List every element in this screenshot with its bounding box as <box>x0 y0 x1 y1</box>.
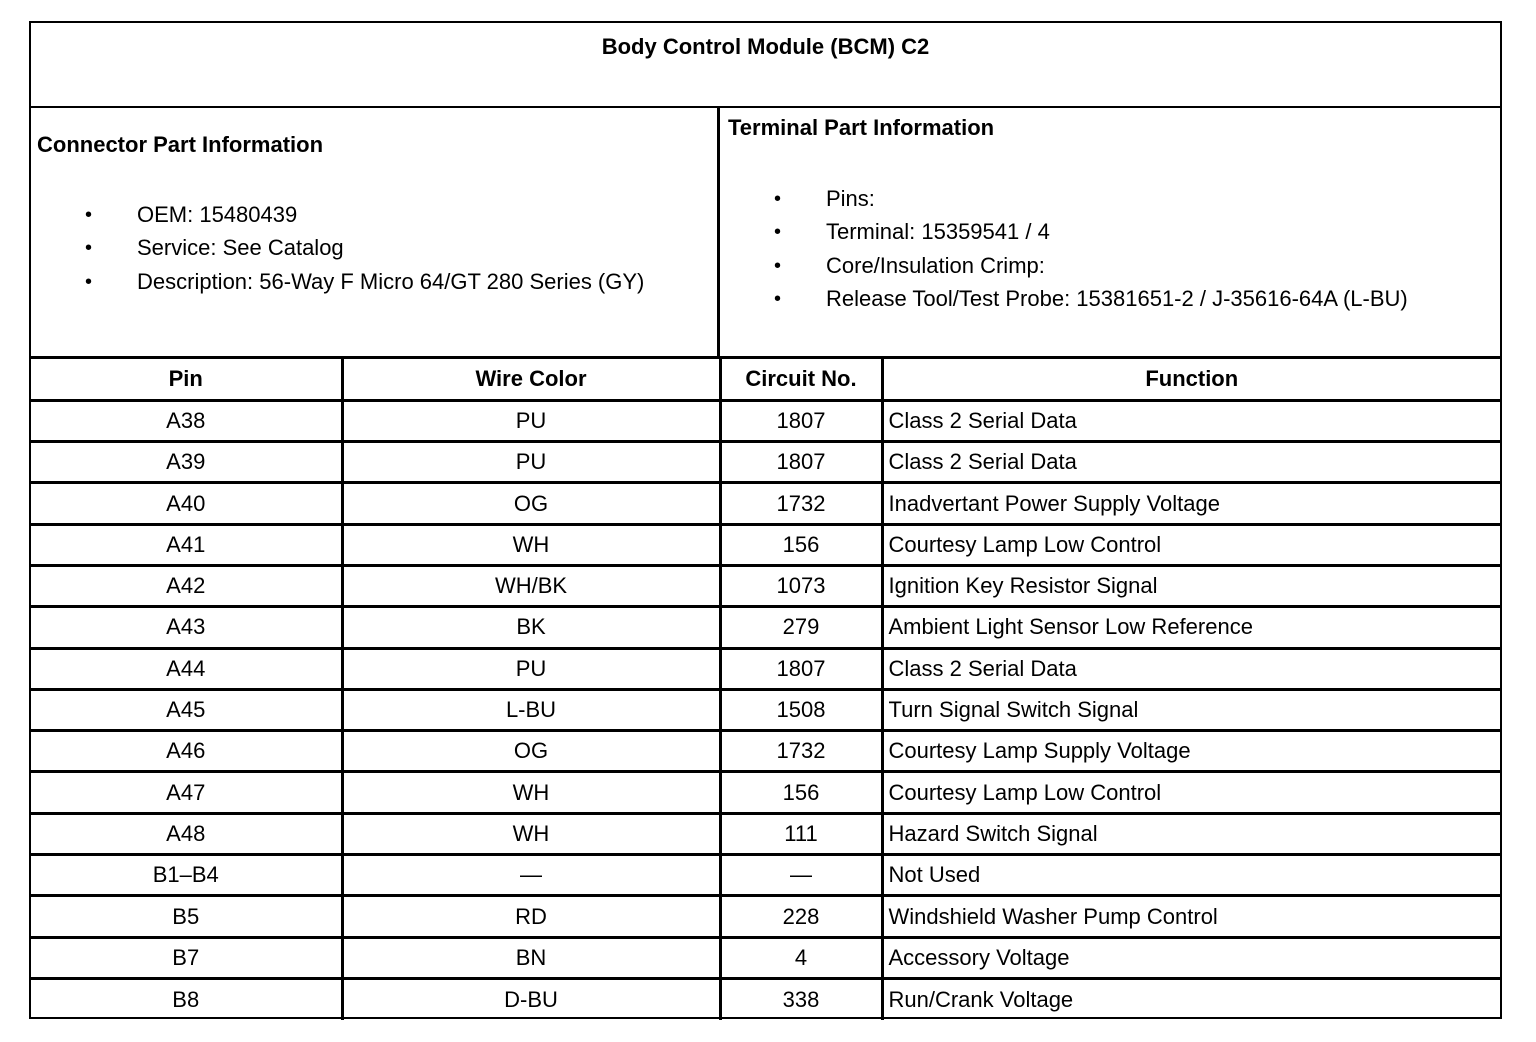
pin-cell: B1–B4 <box>31 855 342 896</box>
wire-color-cell: WH/BK <box>342 565 720 606</box>
wire-color-cell: PU <box>342 442 720 483</box>
bullet-icon: • <box>774 221 782 244</box>
circuit-cell: 1807 <box>720 648 882 689</box>
function-cell: Class 2 Serial Data <box>882 400 1500 441</box>
function-cell: Class 2 Serial Data <box>882 648 1500 689</box>
function-cell: Ambient Light Sensor Low Reference <box>882 607 1500 648</box>
table-row <box>31 442 1500 483</box>
table-row <box>31 524 1500 565</box>
terminal-info-heading: Terminal Part Information <box>728 115 995 140</box>
bullet-icon: • <box>85 270 93 293</box>
column-header-pin: Pin <box>31 359 342 400</box>
connector-info-text: Description: 56-Way F Micro 64/GT 280 Series (GY) <box>137 268 645 294</box>
list-item <box>774 220 1408 253</box>
pin-cell: A42 <box>31 565 342 606</box>
table-row <box>31 400 1500 441</box>
table-row <box>31 896 1500 937</box>
table-row <box>31 689 1500 730</box>
circuit-cell: 111 <box>720 813 882 854</box>
table-row <box>31 565 1500 606</box>
pin-cell: A38 <box>31 400 342 441</box>
part-info-row <box>31 108 1500 359</box>
table-row <box>31 648 1500 689</box>
pin-cell: A44 <box>31 648 342 689</box>
circuit-cell: 1807 <box>720 400 882 441</box>
list-item <box>85 270 644 303</box>
circuit-cell: 1807 <box>720 442 882 483</box>
wire-color-cell: PU <box>342 648 720 689</box>
function-cell: Run/Crank Voltage <box>882 978 1500 1019</box>
list-item <box>774 254 1408 287</box>
connector-info-heading: Connector Part Information <box>37 132 324 157</box>
wire-color-cell: RD <box>342 896 720 937</box>
function-cell: Accessory Voltage <box>882 937 1500 978</box>
table-row <box>31 813 1500 854</box>
list-item <box>774 287 1408 320</box>
terminal-info-text: Terminal: 15359541 / 4 <box>826 219 1050 245</box>
wire-color-cell: BN <box>342 937 720 978</box>
circuit-cell: 279 <box>720 607 882 648</box>
function-cell: Courtesy Lamp Supply Voltage <box>882 731 1500 772</box>
circuit-cell: 338 <box>720 978 882 1019</box>
connector-info-list <box>85 203 644 303</box>
wire-color-cell: — <box>342 855 720 896</box>
column-header-circuit: Circuit No. <box>720 359 882 400</box>
circuit-cell: 156 <box>720 524 882 565</box>
circuit-cell: 4 <box>720 937 882 978</box>
wire-color-cell: D-BU <box>342 978 720 1019</box>
wire-color-cell: BK <box>342 607 720 648</box>
table-row <box>31 855 1500 896</box>
pin-cell: A48 <box>31 813 342 854</box>
function-cell: Not Used <box>882 855 1500 896</box>
pin-cell: A39 <box>31 442 342 483</box>
function-cell: Courtesy Lamp Low Control <box>882 772 1500 813</box>
terminal-info-panel <box>720 108 1500 356</box>
page-title: Body Control Module (BCM) C2 <box>601 34 930 59</box>
table-row <box>31 937 1500 978</box>
function-cell: Windshield Washer Pump Control <box>882 896 1500 937</box>
circuit-cell: 1732 <box>720 731 882 772</box>
connector-info-text: OEM: 15480439 <box>137 202 298 227</box>
wire-color-cell: WH <box>342 524 720 565</box>
table-row <box>31 731 1500 772</box>
table-header-row <box>31 359 1500 400</box>
connector-info-panel <box>31 108 720 356</box>
wire-color-cell: OG <box>342 731 720 772</box>
pinout-table <box>31 359 1500 1020</box>
pin-cell: A43 <box>31 607 342 648</box>
bullet-icon: • <box>85 237 93 260</box>
pin-cell: A41 <box>31 524 342 565</box>
table-row <box>31 978 1500 1019</box>
circuit-cell: 1073 <box>720 565 882 606</box>
function-cell: Ignition Key Resistor Signal <box>882 565 1500 606</box>
bullet-icon: • <box>774 287 782 310</box>
table-row <box>31 607 1500 648</box>
list-item <box>85 236 644 269</box>
column-header-function: Function <box>882 359 1500 400</box>
list-item <box>85 203 644 236</box>
wire-color-cell: OG <box>342 483 720 524</box>
connector-info-text: Service: See Catalog <box>137 235 344 261</box>
terminal-info-text: Release Tool/Test Probe: 15381651-2 / J-35616-64A (L-BU) <box>826 285 1408 311</box>
bullet-icon: • <box>85 204 93 226</box>
wire-color-cell: WH <box>342 772 720 813</box>
terminal-info-text: Core/Insulation Crimp: <box>826 252 1045 278</box>
circuit-cell: 1508 <box>720 689 882 730</box>
pinout-table-body <box>31 400 1500 1019</box>
pin-cell: B8 <box>31 978 342 1019</box>
pin-cell: A46 <box>31 731 342 772</box>
bullet-icon: • <box>774 188 782 210</box>
wire-color-cell: PU <box>342 400 720 441</box>
function-cell: Hazard Switch Signal <box>882 813 1500 854</box>
table-row <box>31 772 1500 813</box>
function-cell: Courtesy Lamp Low Control <box>882 524 1500 565</box>
function-cell: Turn Signal Switch Signal <box>882 689 1500 730</box>
pin-cell: A45 <box>31 689 342 730</box>
terminal-info-list <box>774 187 1408 320</box>
terminal-info-text: Pins: <box>826 186 875 211</box>
pin-cell: A47 <box>31 772 342 813</box>
circuit-cell: 156 <box>720 772 882 813</box>
wire-color-cell: L-BU <box>342 689 720 730</box>
circuit-cell: — <box>720 855 882 896</box>
list-item <box>774 187 1408 220</box>
bullet-icon: • <box>774 254 782 277</box>
column-header-wire-color: Wire Color <box>342 359 720 400</box>
connector-table-frame <box>29 21 1502 1019</box>
function-cell: Class 2 Serial Data <box>882 442 1500 483</box>
wire-color-cell: WH <box>342 813 720 854</box>
table-row <box>31 483 1500 524</box>
pin-cell: B5 <box>31 896 342 937</box>
circuit-cell: 228 <box>720 896 882 937</box>
title-row <box>31 23 1500 108</box>
pin-cell: A40 <box>31 483 342 524</box>
pin-cell: B7 <box>31 937 342 978</box>
function-cell: Inadvertant Power Supply Voltage <box>882 483 1500 524</box>
circuit-cell: 1732 <box>720 483 882 524</box>
